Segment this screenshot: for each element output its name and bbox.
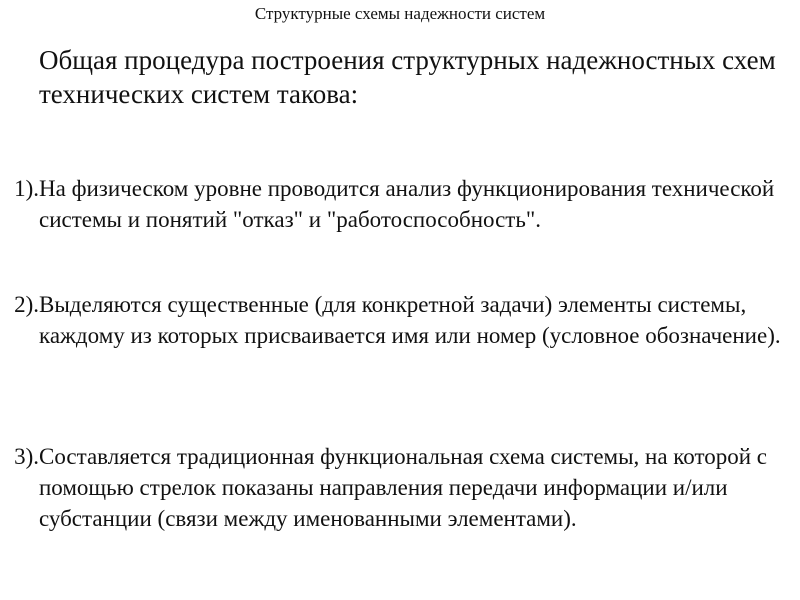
slide-header: Структурные схемы надежности систем: [254, 4, 546, 23]
step-text-1: На физическом уровне проводится анализ функционирования технической системы и понятий "отказ" и "работоспособность".: [39, 176, 775, 232]
step-text-3: Составляется традиционная функциональная схема системы, на которой с помощью стрелок показаны направления передачи информации и/или субстанции (связи между именованными элементами).: [39, 444, 768, 531]
step-item-2: [14, 289, 789, 351]
step-number-2: 2).: [14, 292, 39, 317]
step-number-3: 3).: [14, 444, 39, 469]
step-item-1: [14, 173, 789, 235]
step-item-3: [14, 441, 789, 534]
intro-paragraph: Общая процедура построения структурных надежностных схем технических систем такова:: [39, 45, 776, 109]
step-number-1: 1).: [14, 176, 39, 201]
step-text-2: Выделяются существенные (для конкретной задачи) элементы системы, каждому из которых присваивается имя или номер (условное обозначение).: [39, 292, 781, 348]
